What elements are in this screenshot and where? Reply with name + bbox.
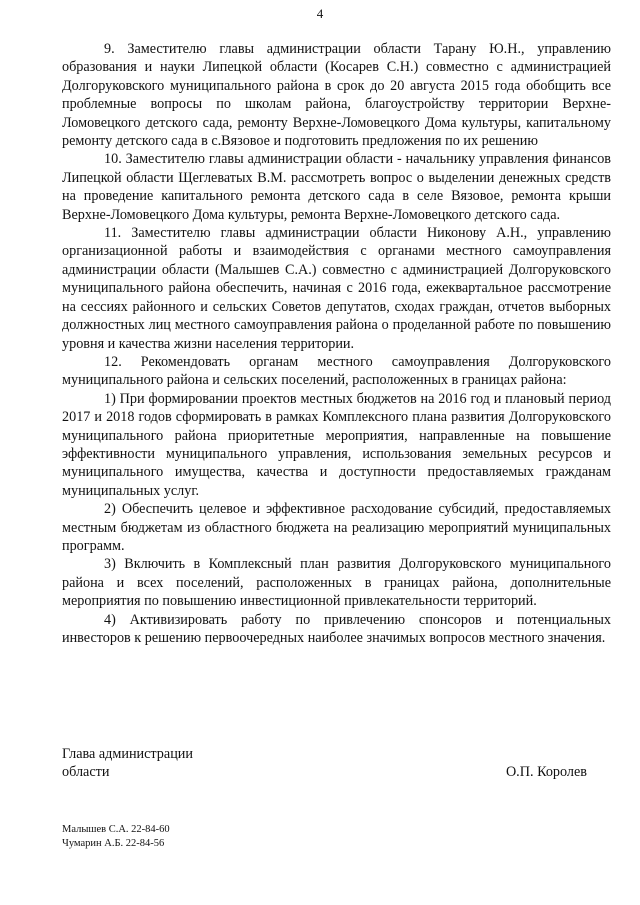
paragraph-12: 12. Рекомендовать органам местного самоуправления Долгоруковского муниципального района и сельских поселений, расположенных в границах района: [62, 353, 611, 389]
contact-line: Малышев С.А. 22-84-60 [62, 824, 170, 835]
paragraph-12-item-1: 1) При формировании проектов местных бюджетов на 2016 год и плановый период 2017 и 2018 годов сформировать в рамках Комплексного плана развития Долгоруковского муниципального района приоритетные мероприятия, направленные на повышение эффективности муниципального управления, использования земельных ресурсов и муниципального имущества, качества и доступности предоставляемых гражданам муниципальных услуг. [62, 390, 611, 499]
page-number: 4 [316, 6, 324, 21]
signature-block [62, 745, 611, 782]
paragraph-11: 11. Заместителю главы администрации области Никонову А.Н., управлению организационной работы и взаимодействия с органами местного самоуправления администрации области (Малышев С.А.) совместно с администрацией Долгоруковского муниципального района обеспечить, начиная с 2016 года, ежеквартальное рассмотрение на сессиях районного и сельских Советов депутатов, сходах граждан, отчетов выборных должностных лиц местного самоуправления района о проделанной работе по повышению уровня и качества жизни населения территории. [62, 225, 611, 352]
contacts-block [62, 823, 170, 850]
signature-row [62, 763, 611, 781]
signatory-name: О.П. Королев [505, 764, 587, 781]
paragraph-10: 10. Заместителю главы администрации области - начальнику управления финансов Липецкой области Щеглеватых В.М. рассмотреть вопрос о выделении денежных средств на проведение капитального ремонта детского сада в селе Вязовое, ремонта крыши Верхне-Ломовецкого Дома культуры, ремонта Верхне-Ломовецкого детского сада. [62, 151, 611, 223]
paragraph-12-item-3: 3) Включить в Комплексный план развития Долгоруковского муниципального района и всех поселений, расположенных в границах района, дополнительные мероприятия по повышению инвестиционной привлекательности территорий. [62, 556, 611, 610]
signature-title-line1: Глава администрации [62, 746, 193, 762]
paragraph-9: 9. Заместителю главы администрации области Тарану Ю.Н., управлению образования и науки Липецкой области (Косарев С.Н.) совместно с администрацией Долгоруковского муниципального района в срок до 20 августа 2015 года обобщить все проблемные вопросы по школам района, благоустройству территории Верхне-Ломовецкого детского сада, ремонту Верхне-Ломовецкого Дома культуры, капитальному ремонту детского сада в с.Вязовое и подготовить предложения по их решению [62, 41, 611, 150]
contact-line: Чумарин А.Б. 22-84-56 [62, 837, 165, 849]
paragraph-12-item-4: 4) Активизировать работу по привлечению спонсоров и потенциальных инвесторов к решению первоочередных наиболее значимых вопросов местного значения. [62, 611, 611, 646]
document-body [62, 40, 611, 647]
signature-title-line2: области [62, 764, 110, 781]
paragraph-12-item-2: 2) Обеспечить целевое и эффективное расходование субсидий, предоставляемых местным бюджетам из областного бюджета на реализацию мероприятий муниципальных программ. [62, 501, 611, 554]
